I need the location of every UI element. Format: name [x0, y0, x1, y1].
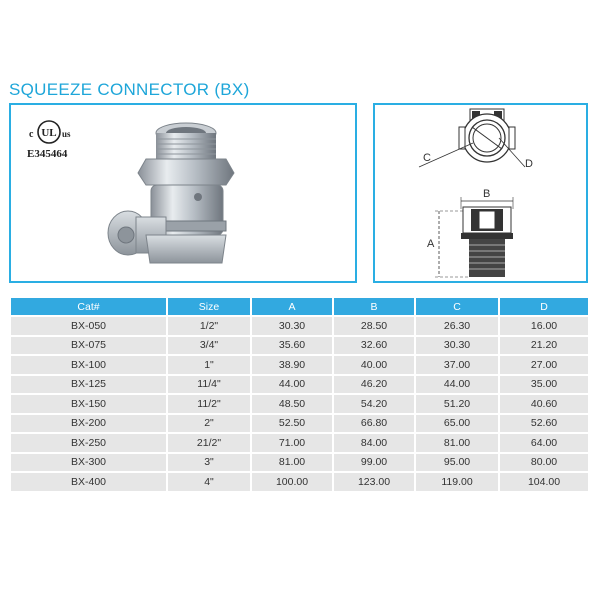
cell-cat: BX-400: [11, 473, 166, 491]
product-photo-panel: [9, 103, 357, 283]
cell-cat: BX-075: [11, 337, 166, 355]
cell-cat: BX-100: [11, 356, 166, 374]
cell-a: 71.00: [252, 434, 332, 452]
cell-b: 40.00: [334, 356, 414, 374]
cell-b: 54.20: [334, 395, 414, 413]
ul-mark-ul: UL: [41, 127, 57, 139]
cell-d: 64.00: [500, 434, 588, 452]
cell-c: 65.00: [416, 415, 498, 433]
cell-a: 48.50: [252, 395, 332, 413]
cell-a: 35.60: [252, 337, 332, 355]
table-row: [11, 395, 588, 413]
cell-cat: BX-200: [11, 415, 166, 433]
table-header-row: [11, 298, 588, 315]
ul-file-number: E345464: [27, 148, 68, 160]
label-d: D: [525, 158, 533, 170]
cell-b: 66.80: [334, 415, 414, 433]
cell-a: 100.00: [252, 473, 332, 491]
header-cat: Cat#: [11, 298, 166, 315]
cell-size: 1/2": [168, 317, 250, 335]
label-a: A: [427, 238, 435, 250]
cell-cat: BX-125: [11, 376, 166, 394]
cell-b: 84.00: [334, 434, 414, 452]
cell-size: 3/4": [168, 337, 250, 355]
cell-c: 44.00: [416, 376, 498, 394]
cell-b: 28.50: [334, 317, 414, 335]
cell-d: 27.00: [500, 356, 588, 374]
cell-b: 46.20: [334, 376, 414, 394]
table-row: [11, 434, 588, 452]
cell-d: 21.20: [500, 337, 588, 355]
header-size: Size: [168, 298, 250, 315]
cell-a: 52.50: [252, 415, 332, 433]
table-row: [11, 454, 588, 472]
ul-mark-us: us: [62, 129, 71, 139]
header-d: D: [500, 298, 588, 315]
cell-a: 44.00: [252, 376, 332, 394]
cell-a: 81.00: [252, 454, 332, 472]
label-b: B: [483, 188, 491, 200]
cell-size: 2": [168, 415, 250, 433]
cell-cat: BX-300: [11, 454, 166, 472]
spec-table: [9, 296, 590, 493]
cell-d: 52.60: [500, 415, 588, 433]
cell-size: 4": [168, 473, 250, 491]
cell-b: 32.60: [334, 337, 414, 355]
cell-cat: BX-050: [11, 317, 166, 335]
cell-c: 30.30: [416, 337, 498, 355]
dimension-diagram: [375, 105, 586, 281]
cell-c: 26.30: [416, 317, 498, 335]
cell-d: 40.60: [500, 395, 588, 413]
cell-cat: BX-250: [11, 434, 166, 452]
header-b: B: [334, 298, 414, 315]
ul-listed-logo: [25, 117, 85, 147]
cell-d: 104.00: [500, 473, 588, 491]
cell-size: 11/4": [168, 376, 250, 394]
cell-c: 81.00: [416, 434, 498, 452]
table-row: [11, 356, 588, 374]
cell-size: 1": [168, 356, 250, 374]
table-row: [11, 317, 588, 335]
page-title: SQUEEZE CONNECTOR (BX): [9, 80, 250, 99]
table-row: [11, 473, 588, 491]
cell-c: 37.00: [416, 356, 498, 374]
label-c: C: [423, 152, 431, 164]
table-row: [11, 415, 588, 433]
cell-b: 99.00: [334, 454, 414, 472]
cell-a: 30.30: [252, 317, 332, 335]
ul-mark-c: c: [29, 129, 34, 140]
cell-cat: BX-150: [11, 395, 166, 413]
cell-d: 35.00: [500, 376, 588, 394]
cell-size: 3": [168, 454, 250, 472]
cell-size: 11/2": [168, 395, 250, 413]
cell-b: 123.00: [334, 473, 414, 491]
table-row: [11, 337, 588, 355]
cell-a: 38.90: [252, 356, 332, 374]
cell-c: 119.00: [416, 473, 498, 491]
header-c: C: [416, 298, 498, 315]
cell-size: 21/2": [168, 434, 250, 452]
cell-c: 95.00: [416, 454, 498, 472]
cell-d: 16.00: [500, 317, 588, 335]
dimension-diagram-panel: [373, 103, 588, 283]
connector-photo: [106, 113, 266, 273]
cell-d: 80.00: [500, 454, 588, 472]
header-a: A: [252, 298, 332, 315]
cell-c: 51.20: [416, 395, 498, 413]
table-row: [11, 376, 588, 394]
